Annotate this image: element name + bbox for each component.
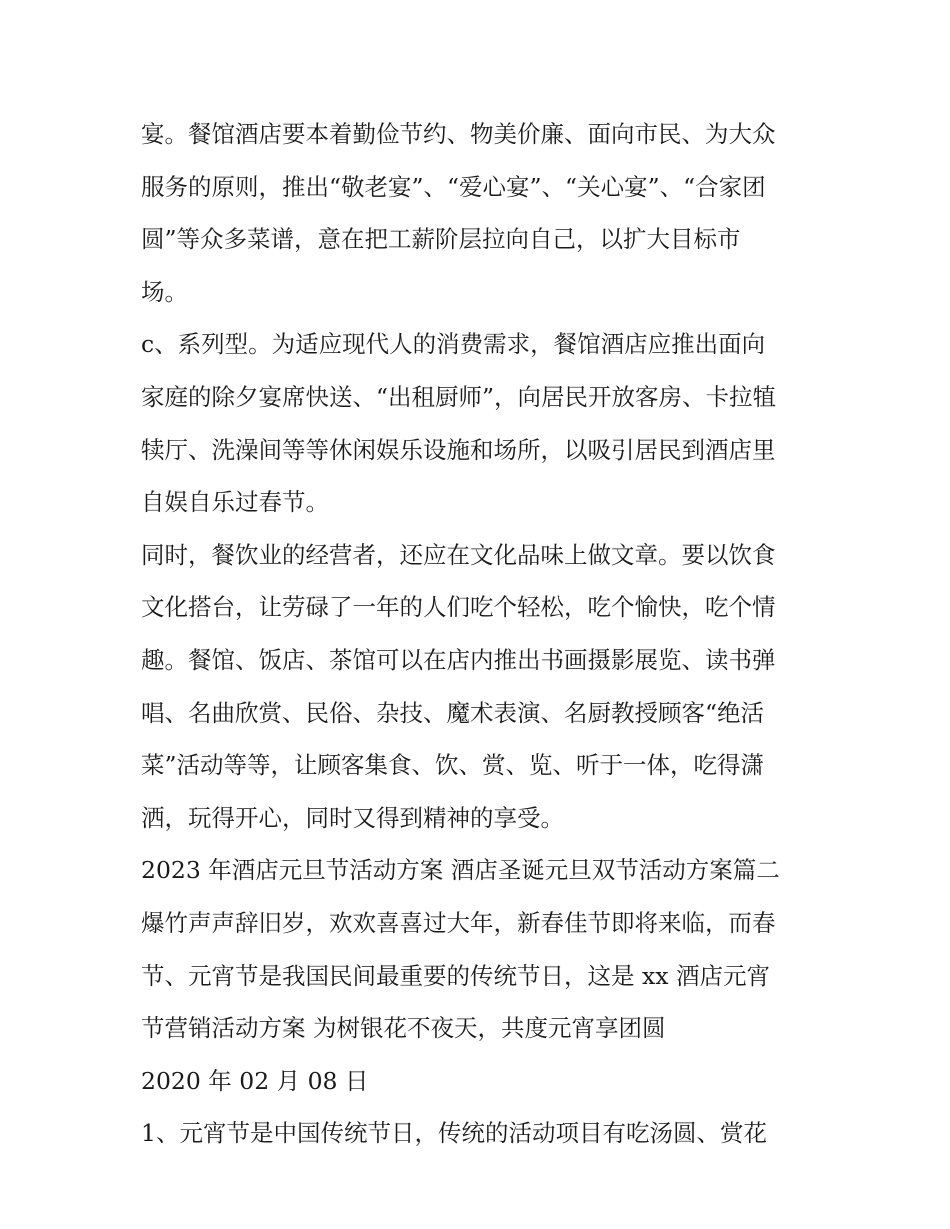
text-line: 1、元宵节是中国传统节日，传统的活动项目有吃汤圆、赏花 — [141, 1119, 767, 1148]
text-line: 同时，餐饮业的经营者，还应在文化品味上做文章。要以饮食 — [141, 540, 776, 569]
text-line: c、系列型。为适应现代人的消费需求，餐馆酒店应推出面向 — [141, 330, 766, 359]
text-line: 爆竹声声辞旧岁，欢欢喜喜过大年，新春佳节即将来临，而春 — [141, 908, 776, 937]
text-line: 节营销活动方案 为树银花不夜天，共度元宵享团圆 — [141, 1014, 666, 1043]
text-line: 2023 年酒店元旦节活动方案 酒店圣诞元旦双节活动方案篇二 — [141, 856, 780, 885]
text-line: 菜”活动等等，让顾客集食、饮、赏、览、听于一体，吃得潇 — [141, 751, 765, 780]
document-body — [141, 108, 821, 1160]
text-line: 节、元宵节是我国民间最重要的传统节日，这是 xx 酒店元宵 — [141, 961, 770, 990]
text-line: 洒，玩得开心，同时又得到精神的享受。 — [141, 803, 564, 832]
text-line: 圆”等众多菜谱，意在把工薪阶层拉向自己，以扩大目标市 — [141, 225, 741, 254]
text-line: 文化搭台，让劳碌了一年的人们吃个轻松，吃个愉快，吃个情 — [141, 593, 776, 622]
text-line: 唱、名曲欣赏、民俗、杂技、魔术表演、名厨教授顾客“绝活 — [141, 698, 765, 727]
text-line: 犊厅、洗澡间等等休闲娱乐设施和场所，以吸引居民到酒店里 — [141, 435, 776, 464]
text-line: 场。 — [141, 277, 188, 306]
text-line: 趣。餐馆、饭店、茶馆可以在店内推出书画摄影展览、读书弹 — [141, 645, 776, 674]
text-line: 服务的原则，推出“敬老宴”、“爱心宴”、“关心宴”、“合家团 — [141, 172, 766, 201]
text-line: 自娱自乐过春节。 — [141, 488, 329, 517]
text-line: 宴。餐馆酒店要本着勤俭节约、物美价廉、面向市民、为大众 — [141, 120, 776, 148]
text-line: 家庭的除夕宴席快送、“出租厨师”，向居民开放客房、卡拉犆 — [141, 382, 777, 411]
date-line: 2020 年 02 月 08 日 — [141, 1066, 369, 1095]
